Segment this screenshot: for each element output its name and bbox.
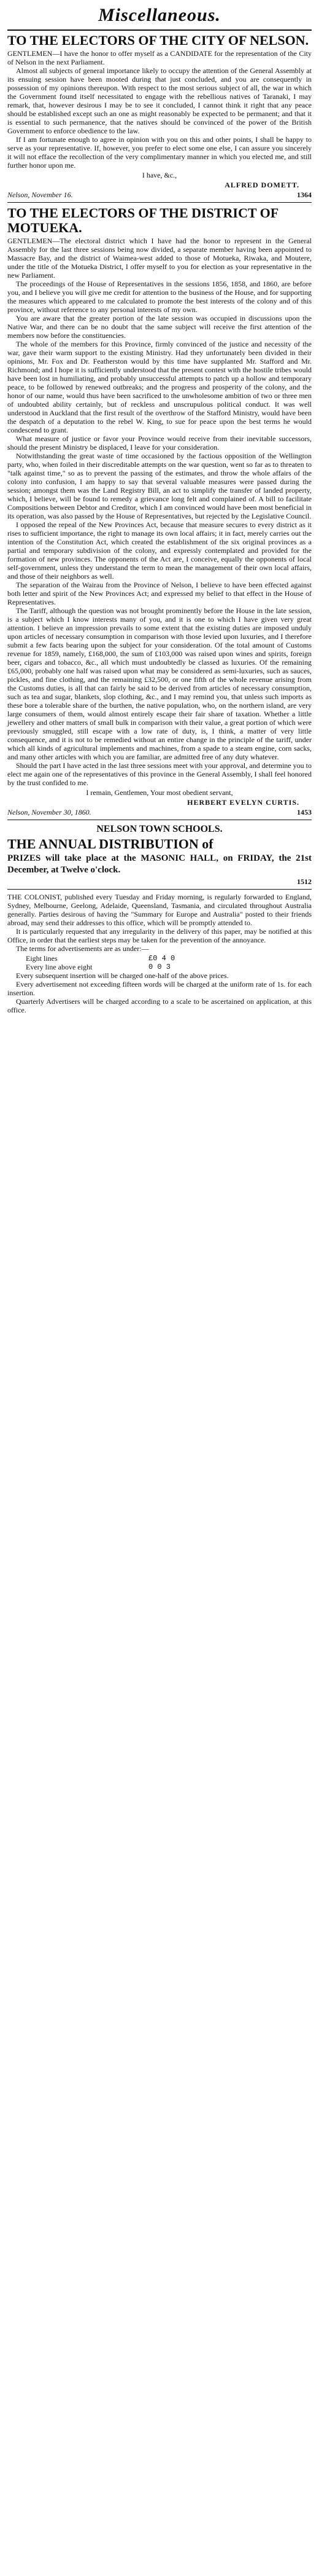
ad-paragraph: GENTLEMEN—I have the honor to offer myself as a CANDIDATE for the representation of the City of Nelson in the next Parliament. bbox=[7, 49, 312, 66]
rate-row bbox=[26, 963, 312, 971]
rate-label: Every line above eight bbox=[26, 963, 93, 971]
ad-paragraph: The whole of the members for this Province, firmly convinced of the justice and necessity of the war, gave their warm support to the existing Ministry. Had they unfortunately been divided in their opinions, Mr. Fox and Dr. Featherston would by this time have supplanted Mr. Stafford and Mr. Richmond; and I hope it is sufficiently understood that the present contest with the hostile tribes would have been lost in humiliating, and probably unsuccessful attempts to patch up a hollow and temporary peace, to be followed by renewed outbreaks; and the progress and prosperity of the colony, and the honor of our name, would thus have been sacrificed to the unwholesome ambition of two or three men of undoubted ability certainly, but of reckless and unscrupulous political conduct. It was well understood in Auckland that the first result of the overthrow of the Stafford Ministry, would have been the despatch of a deputation to the rebel W. King, to sue for peace upon the best terms he would condescend to grant. bbox=[7, 340, 312, 434]
ad-colonist-notice bbox=[7, 893, 312, 1014]
ad-paragraph: THE COLONIST, published every Tuesday and Friday morning, is regularly forwarded to England, Sydney, Melbourne, Geelong, Adelaide, Queensland, Tasmania, and circulated throughout Australia generally. Parties desirous of having the "Summary for Europe and Australia" posted to their friends abroad, may send their addresses to this office, which will be promptly attended to. bbox=[7, 893, 312, 927]
ad-signature: ALFRED DOMETT. bbox=[225, 181, 299, 189]
ad-dateline bbox=[7, 808, 312, 816]
ad-paragraph: GENTLEMEN—The electoral district which I have had the honor to represent in the General Assembly for the last three sessions being now divided, a separate member having been appointed to Massacre Bay, and the district of Waimea-west added to those of Motueka, Riwaka, and Moutere, under the title of the Motueka District, I offer myself to you for election as your representative in the new Parliament. bbox=[7, 237, 312, 280]
ad-heading: THE ANNUAL DISTRIBUTION of bbox=[7, 836, 213, 851]
ad-dateline bbox=[7, 877, 312, 886]
ad-closing: I remain, Gentlemen, Your most obedient servant, bbox=[86, 788, 233, 797]
ad-divider bbox=[7, 202, 312, 203]
ad-paragraph: The terms for advertisements are as under:— bbox=[16, 944, 149, 953]
ad-paragraph: If I am fortunate enough to agree in opinion with you on this and other points, I shall be happy to serve as your representative. If, however, you prefer to elect some one else, I can assure you sincerely it will not efface the recollection of the very complimentary manner in which you elected me, and still further honor upon me. bbox=[7, 135, 312, 170]
ad-number: 1453 bbox=[297, 808, 312, 816]
ad-date: Nelson, November 30, 1860. bbox=[7, 808, 91, 816]
ad-number: 1512 bbox=[297, 877, 312, 886]
ad-subhead: NELSON TOWN SCHOOLS. bbox=[96, 824, 223, 834]
rate-row bbox=[26, 954, 312, 963]
ad-dateline bbox=[7, 190, 312, 199]
rate-price: 0 0 3 bbox=[148, 963, 171, 971]
ad-paragraph: PRIZES will take place at the MASONIC HALL, on FRIDAY, the 21st December, at Twelve o'clock. bbox=[7, 853, 312, 875]
ad-closing: I have, &c., bbox=[142, 171, 177, 179]
ad-paragraph: What measure of justice or favor your Province would receive from their inevitable successors, should the present Ministry be displaced, I leave for your consideration. bbox=[7, 434, 312, 452]
ad-paragraph: The separation of the Wairau from the Province of Nelson, I believe to have been effected against both letter and spirit of the New Provinces Act; and expressed my belief to that effect in the House of Representatives. bbox=[7, 581, 312, 606]
ad-heading: TO THE ELECTORS OF THE CITY OF NELSON. bbox=[7, 33, 309, 48]
rate-label: Eight lines bbox=[26, 954, 58, 963]
ad-paragraph: Quarterly Advertisers will be charged according to a scale to be ascertained on application, at this office. bbox=[7, 997, 312, 1014]
masthead-rule bbox=[7, 29, 312, 31]
ad-paragraph: Every advertisement not exceeding fifteen words will be charged at the uniform rate of 1s. for each insertion. bbox=[7, 980, 312, 997]
ad-prize-distribution bbox=[7, 823, 312, 886]
ad-paragraph: Notwithstanding the great waste of time occasioned by the factious opposition of the Wellington party, who, when foiled in their discreditable attempts on the war question, went so far as to threaten to "talk against time," so as to prevent the passing of the estimates, and throw the whole affairs of the colony into confusion, I am happy to say that several valuable measures were passed during the session; amongst them was the Land Registry Bill, an act to simplify the transfer of landed property, which, I believe, will be found to remedy a grievance long felt and complained of. A bill to facilitate Compositions between Debtor and Creditor, which I am convinced would have been most beneficial in its operation, was also passed by the House of Representatives, but rejected by the Legislative Council. bbox=[7, 452, 312, 520]
ad-paragraph: Every subsequent insertion will be charged one-half of the above prices. bbox=[16, 971, 229, 980]
rates-table bbox=[26, 954, 312, 971]
ad-motueka-election bbox=[7, 206, 312, 816]
ad-paragraph: It is particularly requested that any irregularity in the delivery of this paper, may be notified at this Office, in order that the earliest steps may be taken for the prevention of the annoyance. bbox=[7, 927, 312, 944]
ad-divider bbox=[7, 889, 312, 890]
ad-paragraph: I opposed the repeal of the New Provinces Act, because that measure secures to every district as it rises to sufficient importance, the right to manage its own local affairs; it in fact, merely carries out the intention of the Constitution Act, which created the establishment of the six original provinces as a partial and temporary subdivision of the colony, and expressly contemplated and provided for the formation of new provinces. The opponents of the Act are, I conceive, equally the opponents of local self-government, unless they understand the term to mean the management of their own local affairs, and those of their neighbors as well. bbox=[7, 520, 312, 581]
ad-number: 1364 bbox=[297, 190, 312, 199]
ad-paragraph: The proceedings of the House of Representatives in the sessions 1856, 1858, and 1860, are before you, and I believe you will give me credit for attention to the business of the House, and for supporting the measures which appeared to me calculated to promote the best interests of the colony and of this province, without reference to any personal interests of my own. bbox=[7, 280, 312, 314]
section-masthead: Miscellaneous. bbox=[98, 5, 221, 25]
rate-price: £0 4 0 bbox=[148, 954, 175, 963]
ad-date: Nelson, November 16. bbox=[7, 190, 73, 199]
ad-nelson-election bbox=[7, 33, 312, 199]
ad-paragraph: The Tariff, although the question was not brought prominently before the House in the late session, is a subject which I know interests many of you, and it is one to which I have given very great attention. I believe an impression prevails to some extent that the existing duties are imposed unduly upon articles of necessary consumption in comparison with those levied upon luxuries, and I therefore submit a few facts bearing upon the subject for your consideration. Of the total amount of Customs revenue for 1859, namely, £168,000, the sum of £103,000 was raised upon wines and spirits, foreign beer, cigars and tobacco, &c., all which must undoubtedly be classed as luxuries. Of the remaining £65,000, probably one half was raised upon what may be considered as semi-luxuries, such as sauces, pickles, and fine clothing, and the remaining £32,500, or one fifth of the whole revenue arising from the Customs duties, is all that can fairly be said to be derived from articles of necessary consumption, such as tea and sugar, blankets, slop clothing, &c., and I may remind you, that unless such imports as these bore a tolerable share of the burthen, the native population, who, on the northern island, are very large consumers of them, would almost entirely escape their fair share of taxation. Whether a little jewellery and other matters of small bulk in comparison with their value, a great portion of which were previously smuggled, still escape with a low rate of duty, is, I think, a matter of very little consequence, and it is not to be remedied without an entire change in the principle of the tariff, under which all kinds of agricultural implements and machines, from a spade to a steam engine, corn sacks, and many other articles with which you are familiar, are admitted free of any duty whatever. bbox=[7, 606, 312, 761]
ad-paragraph: Almost all subjects of general importance likely to occupy the attention of the General Assembly at its ensuing session have been mooted during that just concluded, and you are consequently in possession of my opinions thereupon. With respect to the most serious subject of all, the war in which the Government found itself necessitated to engage with the rebellious natives of Taranaki, I may remark, that, however desirous I may be to see it concluded, I cannot think it right that any peace should be established except such an one as might reasonably be expected to be permanent; and that it is essential to such permanence, that the natives should be convinced of the power of the British Government to enforce obedience to the law. bbox=[7, 66, 312, 135]
ad-heading: TO THE ELECTORS OF THE DISTRICT OF MOTUEKA. bbox=[7, 205, 279, 235]
ad-paragraph: Should the part I have acted in the last three sessions meet with your approval, and determine you to elect me again one of the representatives of this province in the General Assembly, I shall feel honored by the trust confided to me. bbox=[7, 761, 312, 787]
ad-paragraph: You are aware that the greater portion of the late session was occupied in discussions upon the Native War, and there can be no doubt that the same subject will receive the first attention of the members now before the constituencies. bbox=[7, 314, 312, 340]
ad-signature: HERBERT EVELYN CURTIS. bbox=[187, 798, 299, 807]
